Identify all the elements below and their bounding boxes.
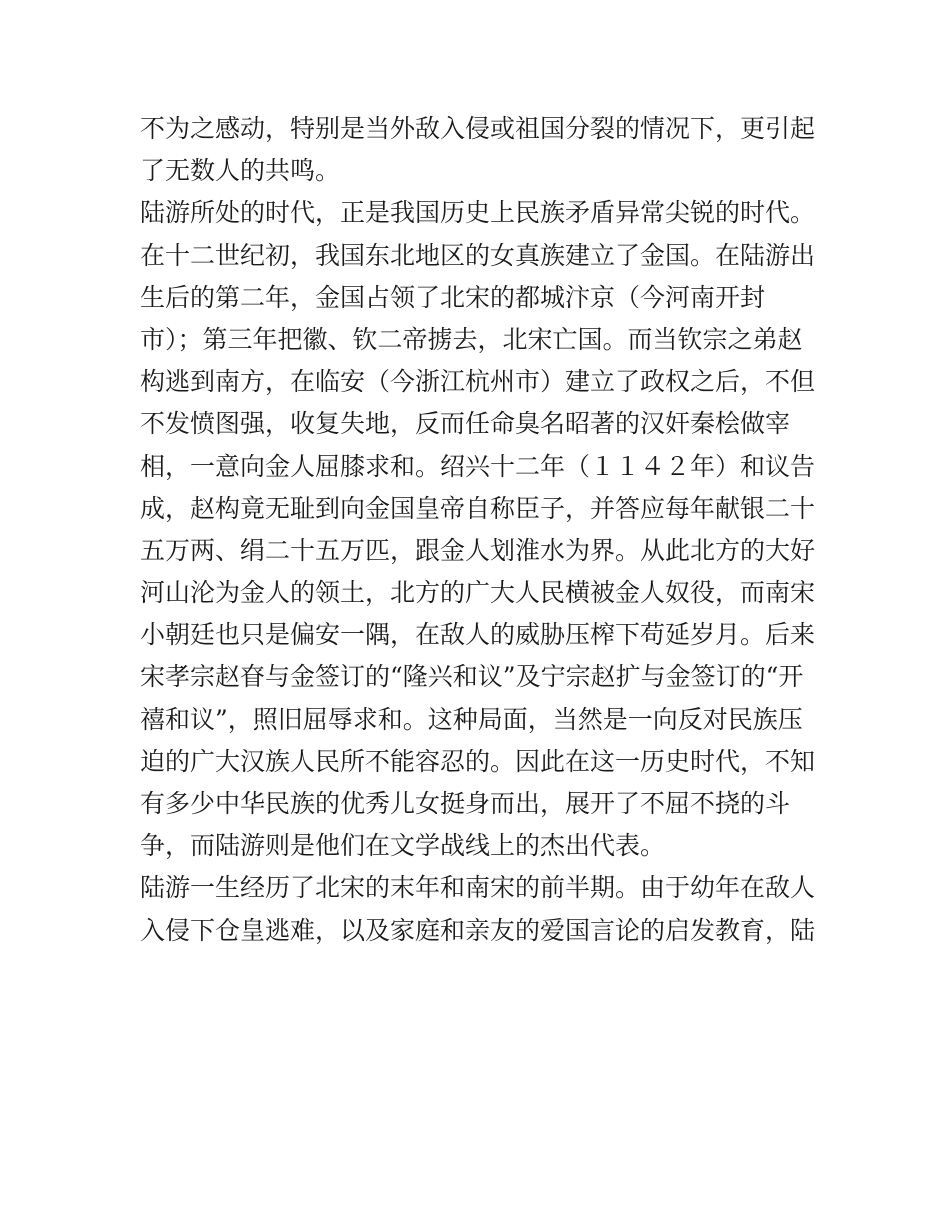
- text-line: 生后的第二年，金国占领了北宋的都城汴京（今河南开封: [140, 282, 766, 312]
- text-line: 市）；第三年把徽、钦二帝掳去，北宋亡国。而当钦宗之弟赵: [140, 324, 803, 354]
- text-line: 五万两、绢二十五万匹，跟金人划淮水为界。从此北方的大好: [140, 535, 816, 565]
- text-line: 争，而陆游则是他们在文学战线上的杰出代表。: [140, 831, 666, 861]
- text-line: 陆游一生经历了北宋的末年和南宋的前半期。由于幼年在敌人: [140, 873, 816, 903]
- text-line: 构逃到南方，在临安（今浙江杭州市）建立了政权之后，不但: [140, 367, 816, 397]
- text-line: 在十二世纪初，我国东北地区的女真族建立了金国。在陆游出: [140, 240, 816, 270]
- text-line: 了无数人的共鸣。: [140, 156, 341, 186]
- text-line: 成，赵构竟无耻到向金国皇帝自称臣子，并答应每年献银二十: [140, 493, 816, 523]
- text-line: 迫的广大汉族人民所不能容忍的。因此在这一历史时代，不知: [140, 746, 816, 776]
- text-line: 有多少中华民族的优秀儿女挺身而出，展开了不屈不挠的斗: [140, 789, 791, 818]
- text-line: 不为之感动，特别是当外敌入侵或祖国分裂的情况下，更引起: [140, 114, 816, 143]
- text-line: 小朝廷也只是偏安一隅，在敌人的威胁压榨下苟延岁月。后来: [140, 620, 816, 650]
- text-line: 河山沦为金人的领土，北方的广大人民横被金人奴役，而南宋: [140, 578, 816, 608]
- text-line: 不发愤图强，收复失地，反而任命臭名昭著的汉奸秦桧做宰: [140, 409, 791, 439]
- text-line: 入侵下仓皇逃难，以及家庭和亲友的爱国言论的启发教育，陆: [140, 915, 816, 945]
- text-line: 禧和议”，照旧屈辱求和。这种局面，当然是一向反对民族压: [140, 704, 803, 734]
- text-line: 相，一意向金人屈膝求和。绍兴十二年（１１４２年）和议告: [140, 451, 816, 481]
- text-line: 宋孝宗赵眘与金签订的“隆兴和议”及宁宗赵扩与金签订的“开: [140, 662, 804, 692]
- body-text: [140, 108, 815, 952]
- text-line: 陆游所处的时代，正是我国历史上民族矛盾异常尖锐的时代。: [140, 198, 816, 228]
